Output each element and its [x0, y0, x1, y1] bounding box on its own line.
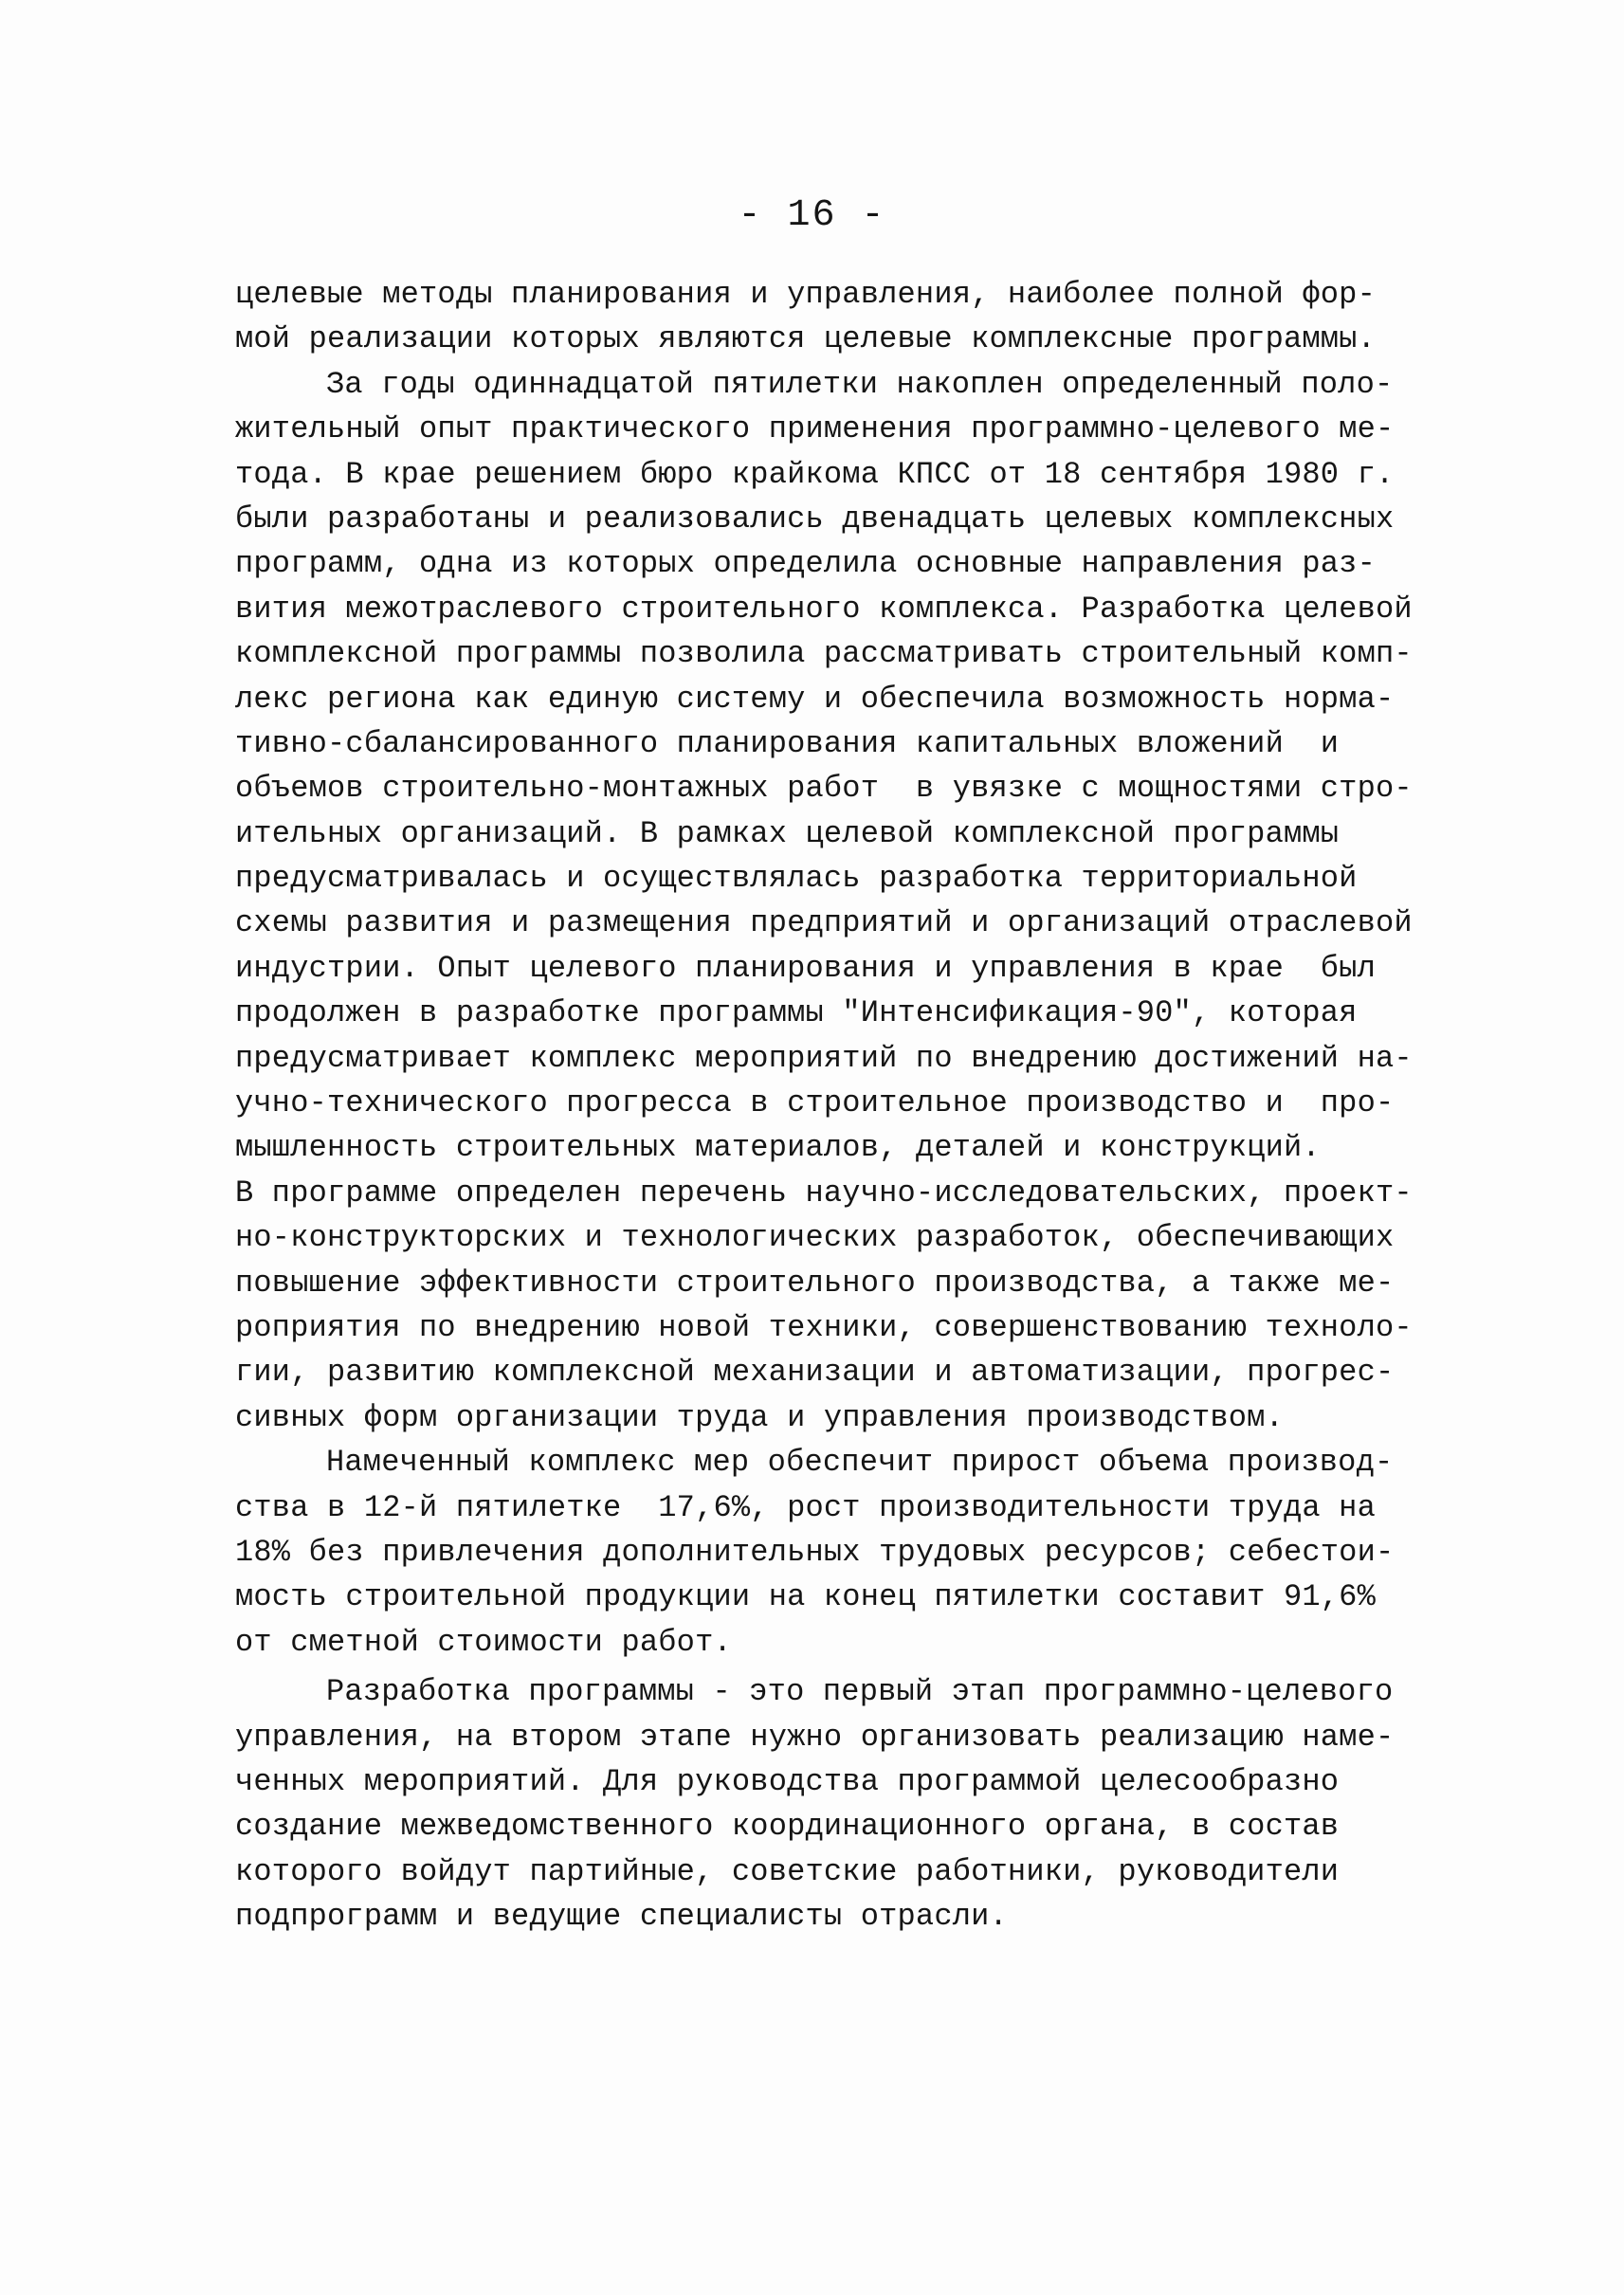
- text-line: сивных форм организации труда и управления производством.: [235, 1399, 1284, 1435]
- text-line: ства в 12-й пятилетке 17,6%, рост производительности труда на: [235, 1489, 1376, 1525]
- text-line: которого войдут партийные, советские работники, руководители: [235, 1853, 1340, 1889]
- text-line: Разработка программы - это первый этап программно-целевого: [326, 1674, 1394, 1710]
- text-line: объемов строительно-монтажных работ в увязке с мощностями стро-: [235, 771, 1413, 807]
- text-line: мой реализации которых являются целевые комплексные программы.: [235, 321, 1376, 357]
- text-line: предусматривалась и осуществлялась разработка территориальной: [235, 861, 1358, 897]
- text-line: комплексной программы позволила рассматривать строительный комп-: [235, 636, 1413, 672]
- text-line: создание межведомственного координационного органа, в состав: [235, 1809, 1340, 1845]
- text-line: учно-технического прогресса в строительное производство и про-: [235, 1085, 1395, 1121]
- text-line: гии, развитию комплексной механизации и автоматизации, прогрес-: [235, 1355, 1395, 1391]
- text-line: В программе определен перечень научно-исследовательских, проект-: [235, 1175, 1413, 1211]
- text-line: мость строительной продукции на конец пятилетки составит 91,6%: [235, 1579, 1376, 1615]
- text-line: ительных организаций. В рамках целевой комплексной программы: [235, 815, 1340, 851]
- text-line: управления, на втором этапе нужно организовать реализацию наме-: [235, 1719, 1395, 1755]
- text-line: вития межотраслевого строительного комплекса. Разработка целевой: [235, 591, 1413, 627]
- paragraph: [235, 1669, 1401, 1939]
- text-line: жительный опыт практического применения программно-целевого ме-: [235, 411, 1395, 447]
- text-line: были разработаны и реализовались двенадцать целевых комплексных: [235, 501, 1395, 537]
- text-line: тивно-сбалансированного планирования капитальных вложений и: [235, 725, 1340, 761]
- page-number: - 16 -: [738, 194, 886, 237]
- body-text: [235, 272, 1413, 1939]
- text-line: Намеченный комплекс мер обеспечит прирост объема производ-: [326, 1445, 1394, 1481]
- text-line: повышение эффективности строительного производства, а также ме-: [235, 1265, 1395, 1301]
- text-line: целевые методы планирования и управления, наиболее полной фор-: [235, 277, 1376, 312]
- text-line: от сметной стоимости работ.: [235, 1624, 732, 1660]
- text-line: тода. В крае решением бюро крайкома КПСС от 18 сентября 1980 г.: [235, 456, 1395, 492]
- text-line: 18% без привлечения дополнительных трудовых ресурсов; себестои-: [235, 1534, 1395, 1570]
- text-line: подпрограмм и ведущие специалисты отрасли.: [235, 1899, 1008, 1935]
- text-line: роприятия по внедрению новой техники, совершенствованию техноло-: [235, 1309, 1413, 1345]
- text-line: схемы развития и размещения предприятий и организаций отраслевой: [235, 905, 1413, 941]
- text-line: предусматривает комплекс мероприятий по внедрению достижений на-: [235, 1040, 1413, 1076]
- paragraph: [235, 1440, 1401, 1665]
- text-line: но-конструкторских и технологических разработок, обеспечивающих: [235, 1220, 1395, 1256]
- text-line: За годы одиннадцатой пятилетки накоплен определенный поло-: [326, 366, 1394, 402]
- text-line: лекс региона как единую систему и обеспечила возможность норма-: [235, 681, 1395, 717]
- text-line: ченных мероприятий. Для руководства программой целесообразно: [235, 1763, 1340, 1799]
- text-line: мышленность строительных материалов, деталей и конструкций.: [235, 1130, 1321, 1166]
- text-line: программ, одна из которых определила основные направления раз-: [235, 546, 1376, 582]
- paragraph: [235, 272, 1401, 362]
- paragraph: [235, 362, 1413, 1440]
- text-line: индустрии. Опыт целевого планирования и управления в крае был: [235, 950, 1376, 986]
- text-line: продолжен в разработке программы "Интенсификация-90", которая: [235, 995, 1358, 1031]
